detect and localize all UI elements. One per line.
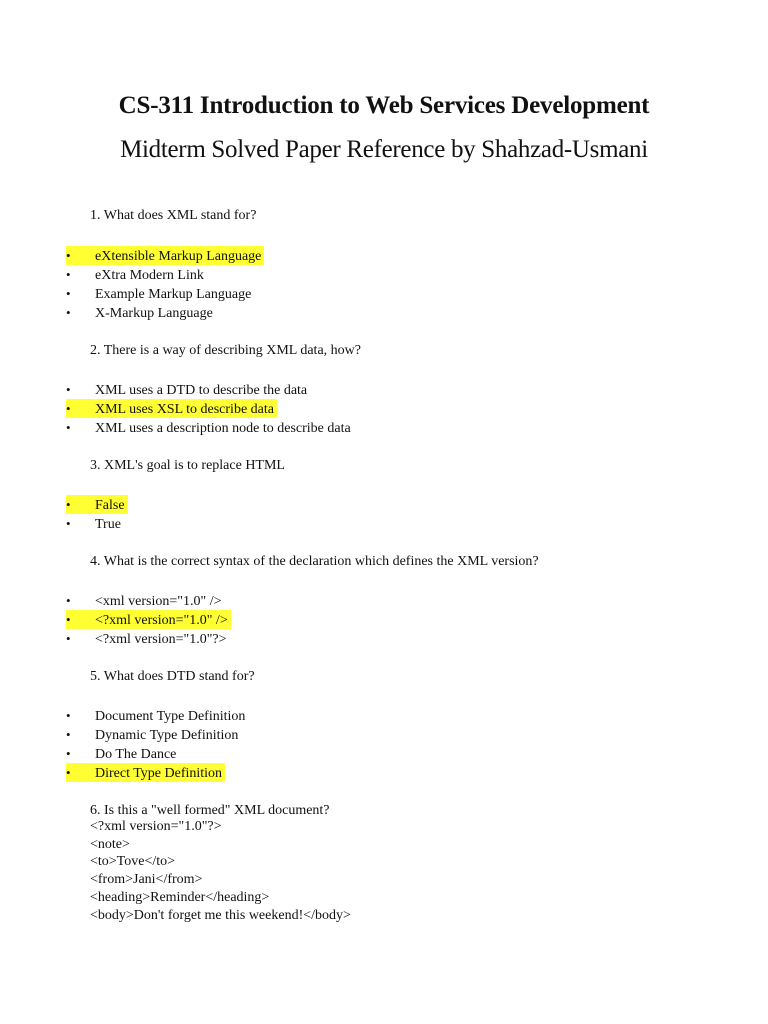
bullet-icon: • <box>66 420 71 435</box>
option-label: XML uses a DTD to describe the data <box>95 383 308 398</box>
option-5b <box>66 725 238 744</box>
option-label: Dynamic Type Definition <box>95 728 239 743</box>
option-1d <box>66 303 213 322</box>
code-line: <note> <box>90 836 130 852</box>
option-4a <box>66 591 222 610</box>
bullet-icon: • <box>66 286 71 301</box>
option-label: <?xml version="1.0" /> <box>95 613 228 628</box>
bullet-icon: • <box>66 382 71 397</box>
bullet-icon: • <box>66 497 71 512</box>
option-2c <box>66 418 351 437</box>
bullet-icon: • <box>66 746 71 761</box>
option-3a <box>66 495 128 514</box>
code-line: <body>Don't forget me this weekend!</body> <box>90 907 351 923</box>
code-line: <?xml version="1.0"?> <box>90 819 222 834</box>
option-label: X-Markup Language <box>95 306 213 321</box>
code-line: <from>Jani</from> <box>90 872 203 888</box>
option-5a <box>66 706 245 725</box>
option-5c <box>66 744 176 763</box>
option-label: Do The Dance <box>95 747 177 762</box>
option-label: True <box>95 517 121 532</box>
option-1a <box>66 246 264 265</box>
option-1b <box>66 265 204 284</box>
option-3b <box>66 514 121 533</box>
question-5: 5. What does DTD stand for? <box>90 669 255 684</box>
question-6: 6. Is this a "well formed" XML document? <box>90 803 330 818</box>
bullet-icon: • <box>66 248 71 263</box>
option-label: False <box>95 498 125 513</box>
bullet-icon: • <box>66 401 71 416</box>
option-1c <box>66 284 251 303</box>
document-subtitle: Midterm Solved Paper Reference by Shahzad-Usmani <box>120 136 648 163</box>
code-line: <heading>Reminder</heading> <box>90 889 270 905</box>
bullet-icon: • <box>66 631 71 646</box>
document-title: CS-311 Introduction to Web Services Development <box>118 92 650 119</box>
option-label: XML uses a description node to describe data <box>95 421 351 436</box>
bullet-icon: • <box>66 708 71 723</box>
bullet-icon: • <box>66 267 71 282</box>
option-label: <xml version="1.0" /> <box>95 594 222 609</box>
option-label: eXtensible Markup Language <box>95 249 262 264</box>
question-3: 3. XML's goal is to replace HTML <box>90 458 285 473</box>
bullet-icon: • <box>66 612 71 627</box>
option-2a <box>66 380 307 399</box>
option-label: Example Markup Language <box>95 287 252 302</box>
option-label: Direct Type Definition <box>95 766 223 781</box>
option-label: <?xml version="1.0"?> <box>95 632 227 647</box>
question-4: 4. What is the correct syntax of the declaration which defines the XML version? <box>90 554 539 569</box>
bullet-icon: • <box>66 305 71 320</box>
bullet-icon: • <box>66 593 71 608</box>
option-4b <box>66 610 231 629</box>
bullet-icon: • <box>66 727 71 742</box>
option-2b <box>66 399 277 418</box>
option-label: Document Type Definition <box>95 709 246 724</box>
xml-code-block <box>90 818 351 924</box>
option-label: XML uses XSL to describe data <box>95 402 274 417</box>
bullet-icon: • <box>66 516 71 531</box>
question-1: 1. What does XML stand for? <box>90 208 257 223</box>
option-label: eXtra Modern Link <box>95 268 204 283</box>
option-5d <box>66 763 225 782</box>
bullet-icon: • <box>66 765 71 780</box>
code-line: <to>Tove</to> <box>90 854 176 870</box>
option-4c <box>66 629 227 648</box>
question-2: 2. There is a way of describing XML data, how? <box>90 343 361 358</box>
